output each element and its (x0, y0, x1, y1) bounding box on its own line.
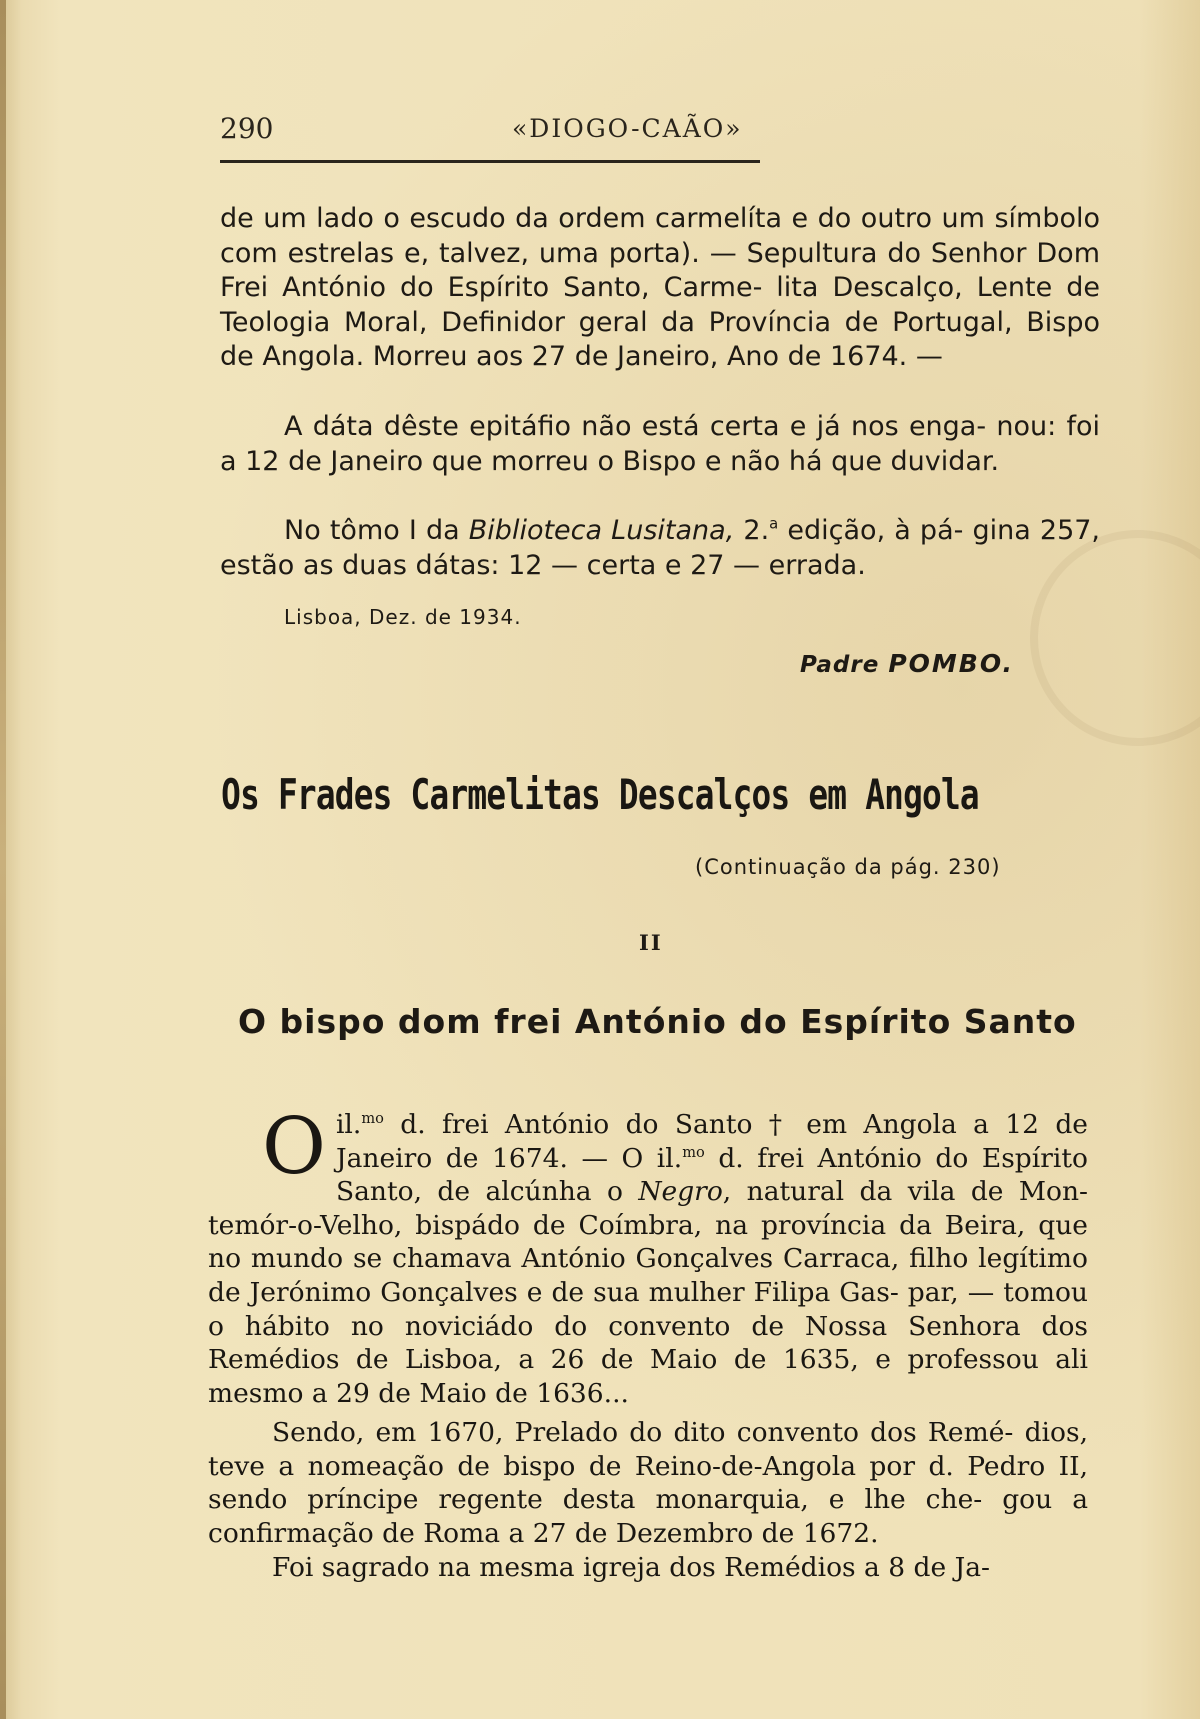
epitaph-paragraph-2: A dáta dêste epitáfio não está certa e já nos enga- nou: foi a 12 de Janeiro que morreu o Bispo e não há que duvidar. (220, 411, 1100, 477)
article-paragraph-1: Oil.$^{mo}$ d. frei António do Santo † em Angola a 12 de Janeiro de 1674. — O il.$^{mo}$ d. frei António do Espírito Santo, de alcúnha o Negro, natural da vila de Mon- temór-o-Velho, bispádo de Coímbra, na província da Beira, que no mundo se chamava António Gonçalves Carraca, filho legítimo de Jerónimo Gonçalves e de sua mulher Filipa Gas- par, — tomou o hábito no noviciádo do convento de Nossa Senhora dos Remédios de Lisboa, a 26 de Maio de 1635, e professou ali mesmo a 29 de Maio de 1636... (208, 1102, 1088, 1409)
epitaph-paragraph-3: No tômo I da Biblioteca Lusitana, 2.$^a$ edição, à pá- gina 257, estão as duas dátas: 12 — certa e 27 — errada. (220, 514, 1101, 581)
article-subtitle: O bispo dom frei António do Espírito Santo (238, 1002, 1077, 1041)
place-date: Lisboa, Dez. de 1934. (284, 605, 522, 629)
article-paragraph-3: Foi sagrado na mesma igreja dos Remédios a 8 de Ja- (272, 1552, 990, 1583)
page-number: 290 (220, 112, 274, 145)
chapter-number: II (639, 930, 663, 955)
epitaph-paragraph-1: de um lado o escudo da ordem carmelíta e do outro um símbolo com estrelas e, talvez, uma porta). — Sepultura do Senhor Dom Frei António do Espírito Santo, Carme- lita Descalço, Lente de Teologia Moral, Definidor geral da Província de Portugal, Bispo de Angola. Morreu aos 27 de Janeiro, Ano de 1674. — (220, 203, 1100, 373)
page-header (220, 112, 760, 163)
book-title: Biblioteca Lusitana, (468, 515, 735, 546)
page-edge (0, 0, 6, 1719)
article-paragraph-2: Sendo, em 1670, Prelado do dito convento dos Remé- dios, teve a nomeação de bispo de Reino-de-Angola por d. Pedro II, sendo príncipe regente desta monarquia, e lhe che- gou a confirmação de Roma a 27 de Dezembro de 1672. (208, 1417, 1088, 1549)
article-title: Os Frades Carmelitas Descalços em Angola (221, 770, 979, 819)
signature: Padre POMBO. (800, 649, 1015, 678)
drop-cap: O (262, 1102, 326, 1192)
nickname: Negro (638, 1176, 723, 1208)
continuation-note: (Continuação da pág. 230) (695, 855, 1001, 879)
running-head: «DIOGO-CAÃO» (512, 114, 743, 143)
